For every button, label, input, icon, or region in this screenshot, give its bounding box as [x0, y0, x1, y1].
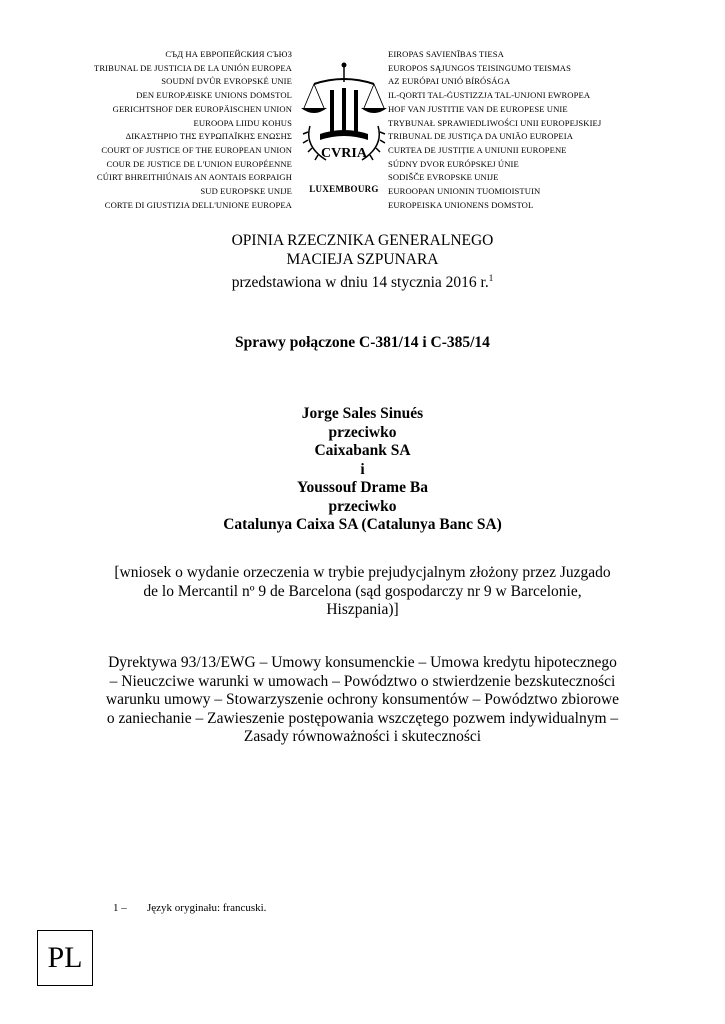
curia-emblem	[296, 60, 392, 172]
parties	[100, 405, 625, 535]
court-name: EIROPAS SAVIENĪBAS TIESA	[388, 49, 504, 59]
court-name: HOF VAN JUSTITIE VAN DE EUROPESE UNIE	[388, 103, 568, 114]
footnote-reference[interactable]: 1	[488, 273, 494, 283]
court-name: ΔΙΚΑΣΤΗΡΙΟ ΤΗΣ ΕΥΡΩΠΑΪΚΗΣ ΕΝΩΣΗΣ	[125, 131, 292, 142]
court-name: EUROPOS SĄJUNGOS TEISINGUMO TEISMAS	[388, 62, 571, 73]
language-code-box: PL	[37, 930, 93, 986]
party-line: i	[360, 460, 365, 478]
request-line: Hiszpania)]	[326, 601, 399, 618]
court-name: CÚIRT BHREITHIÚNAIS AN AONTAIS EORPAIGH	[96, 172, 292, 183]
keywords-line: – Nieuczciwe warunki w umowach – Powództwo o stwierdzenie bezskuteczności	[109, 672, 616, 690]
request-line: de lo Mercantil nº 9 de Barcelona (sąd gospodarczy nr 9 w Barcelonie,	[143, 582, 582, 600]
court-name: TRYBUNAŁ SPRAWIEDLIWOŚCI UNII EUROPEJSKIEJ	[388, 117, 602, 128]
title-line-2: MACIEJA SZPUNARA	[286, 250, 439, 268]
court-name: SUD EUROPSKE UNIJE	[200, 186, 292, 197]
party-line: przeciwko	[328, 423, 397, 441]
court-name: GERICHTSHOF DER EUROPÄISCHEN UNION	[112, 103, 292, 114]
preliminary-reference-request	[100, 564, 625, 620]
footnote-text: Język oryginału: francuski.	[147, 902, 267, 914]
party-line: przeciwko	[328, 497, 397, 515]
court-name: DEN EUROPÆISKE UNIONS DOMSTOL	[136, 90, 292, 101]
court-name: EUROOPA LIIDU KOHUS	[193, 117, 292, 128]
court-name: SODIŠČE EVROPSKE UNIJE	[388, 172, 499, 183]
court-name: TRIBUNAL DE JUSTICIA DE LA UNIÓN EUROPEA	[94, 62, 292, 73]
court-name: EUROPEISKA UNIONENS DOMSTOL	[388, 199, 534, 210]
court-name: СЪД НА ЕВРОПЕЙСКИЯ СЪЮЗ	[165, 49, 292, 59]
request-line: [wniosek o wydanie orzeczenia w trybie prejudycjalnym złożony przez Juzgado	[114, 564, 611, 581]
court-name: COUR DE JUSTICE DE L'UNION EUROPÉENNE	[106, 158, 292, 169]
keywords-line: warunku umowy – Stowarzyszenie ochrony konsumentów – Powództwo zbiorowe	[105, 691, 620, 708]
court-name: CURTEA DE JUSTIȚIE A UNIUNII EUROPENE	[388, 144, 567, 155]
court-name: IL-QORTI TAL-ĠUSTIZZJA TAL-UNJONI EWROPEA	[388, 90, 591, 101]
keywords-line: Dyrektywa 93/13/EWG – Umowy konsumenckie – Umowa kredytu hipotecznego	[108, 654, 617, 671]
title-line-1: OPINIA RZECZNIKA GENERALNEGO	[231, 232, 494, 249]
city-name: LUXEMBOURG	[309, 184, 379, 194]
party-line: Catalunya Caixa SA (Catalunya Banc SA)	[223, 516, 502, 533]
court-name: TRIBUNAL DE JUSTIÇA DA UNIÃO EUROPEIA	[388, 131, 574, 142]
footnote	[113, 902, 266, 914]
court-header	[0, 48, 725, 218]
court-name: SÚDNY DVOR EURÓPSKEJ ÚNIE	[388, 158, 519, 169]
curia-logo-text: CVRIA	[321, 146, 367, 161]
court-name: EUROOPAN UNIONIN TUOMIOISTUIN	[388, 186, 541, 197]
court-name: CORTE DI GIUSTIZIA DELL'UNIONE EUROPEA	[104, 199, 292, 210]
joined-cases: Sprawy połączone C-381/14 i C-385/14	[235, 334, 490, 351]
party-line: Youssouf Drame Ba	[297, 479, 428, 496]
court-name: SOUDNÍ DVŮR EVROPSKÉ UNIE	[161, 76, 292, 87]
title-line-3	[100, 269, 625, 293]
delivery-date: przedstawiona w dniu 14 stycznia 2016 r.	[231, 274, 489, 292]
party-line: Caixabank SA	[314, 442, 411, 459]
keywords-line: o zaniechanie – Zawieszenie postępowania wszczętego pozwem indywidualnym –	[106, 709, 619, 727]
court-name: AZ EURÓPAI UNIÓ BÍRÓSÁGA	[388, 76, 511, 87]
keywords	[100, 654, 625, 747]
court-name: COURT OF JUSTICE OF THE EUROPEAN UNION	[101, 144, 292, 155]
keywords-line: Zasady równoważności i skuteczności	[243, 728, 482, 745]
court-names-right	[388, 48, 601, 212]
opinion-title	[100, 232, 625, 293]
footnote-mark: 1 –	[113, 902, 127, 914]
court-names-left	[94, 48, 292, 212]
party-line: Jorge Sales Sinués	[301, 405, 424, 422]
